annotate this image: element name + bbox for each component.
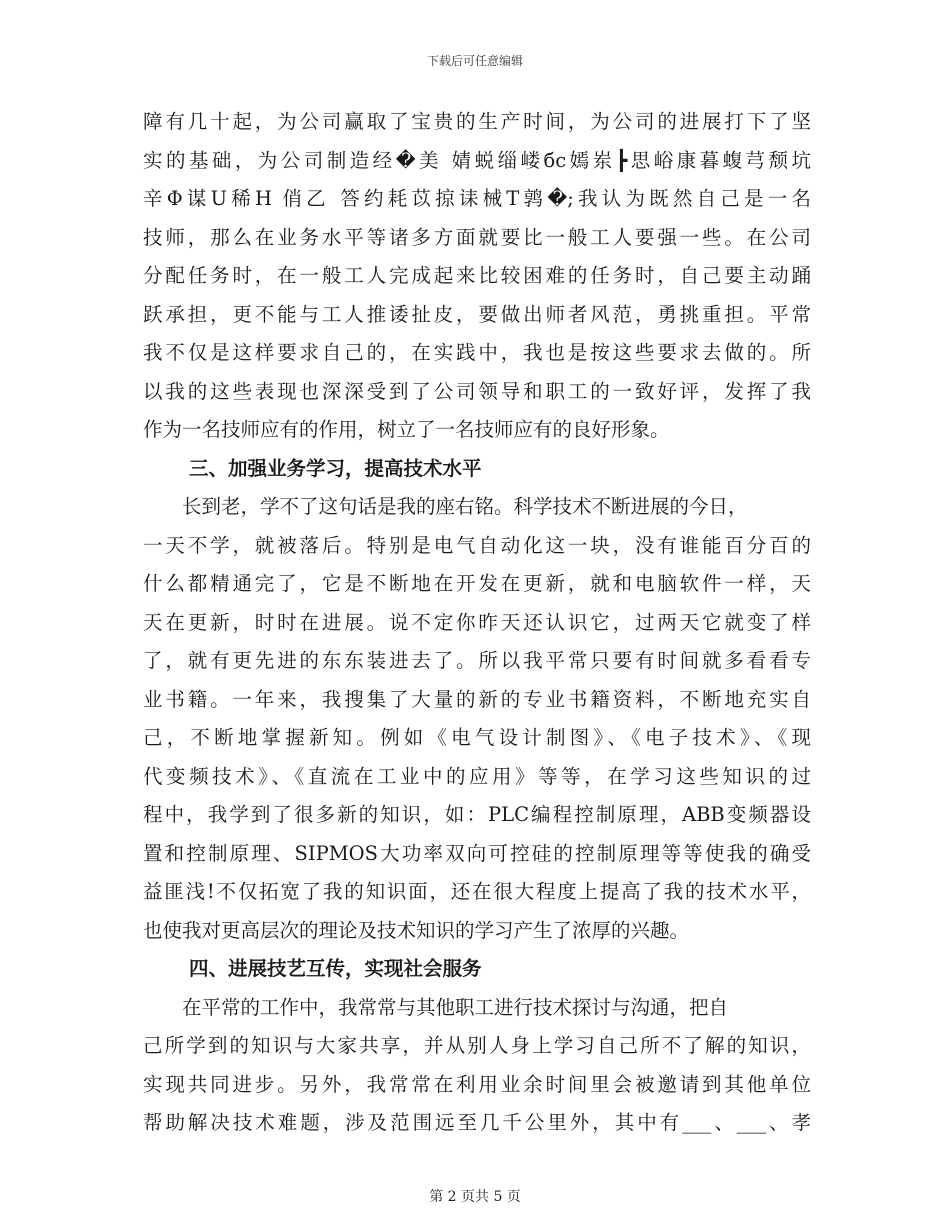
text-line: 在平常的工作中，我常常与其他职工进行技术探讨与沟通，把自	[182, 995, 729, 1019]
text-line: 置和控制原理、SIPMOS大功率双向可控硅的控制原理等等使我的确受	[143, 841, 811, 865]
document-body	[143, 103, 811, 1143]
text-line: 一天不学，就被落后。特别是电气自动化这一块，没有谁能百分百的	[143, 533, 811, 557]
section-heading: 四、进展技艺互传，实现社会服务	[189, 957, 482, 980]
page-footer: 第 2 页共 5 页	[429, 1189, 521, 1205]
text-line: 实现共同进步。另外，我常常在利用业余时间里会被邀请到其他单位	[143, 1072, 811, 1096]
page-header: 下载后可任意编辑	[426, 54, 523, 68]
text-line: 天在更新，时时在进展。说不定你昨天还认识它，过两天它就变了样	[143, 610, 811, 634]
text-line: 我不仅是这样要求自己的，在实践中，我也是按这些要求去做的。所	[143, 341, 811, 364]
text-line: 了，就有更先进的东东装进去了。所以我平常只要有时间就多看看专	[143, 649, 811, 672]
text-line: 业书籍。一年来，我搜集了大量的新的专业书籍资料，不断地充实自	[143, 687, 811, 711]
text-line: 跃承担，更不能与工人推诿扯皮，要做出师者风范，勇挑重担。平常	[143, 302, 811, 326]
text-line: 分配任务时，在一般工人完成起来比较困难的任务时，自己要主动踊	[143, 264, 811, 287]
text-line: 障有几十起，为公司赢取了宝贵的生产时间，为公司的进展打下了坚	[143, 110, 811, 133]
text-line: 辛Φ谋U稀H 俏乙 答约耗苡掠诔械T鹑�;我认为既然自己是一名	[143, 187, 811, 210]
text-line: 益匪浅!不仅拓宽了我的知识面，还在很大程度上提高了我的技术水平，	[143, 880, 811, 903]
text-line: 技师，那么在业务水平等诸多方面就要比一般工人要强一些。在公司	[143, 225, 811, 249]
text-line: 以我的这些表现也深深受到了公司领导和职工的一致好评，发挥了我	[143, 379, 811, 403]
text-line: 程中，我学到了很多新的知识，如：PLC编程控制原理，ABB变频器设	[143, 803, 811, 826]
text-line: 什么都精通完了，它是不断地在开发在更新，就和电脑软件一样，天	[143, 572, 811, 595]
text-line: 也使我对更高层次的理论及技术知识的学习产生了浓厚的兴趣。	[143, 918, 690, 942]
text-line: 己，不断地掌握新知。例如《电气设计制图》、《电子技术》、《现	[143, 726, 811, 749]
text-line: 己所学到的知识与大家共享，并从别人身上学习自己所不了解的知识，	[143, 1034, 811, 1057]
text-line: 代变频技术》、《直流在工业中的应用》等等，在学习这些知识的过	[143, 764, 811, 788]
section-heading: 三、加强业务学习，提高技术水平	[189, 456, 482, 480]
text-line: 作为一名技师应有的作用，树立了一名技师应有的良好形象。	[143, 418, 670, 441]
text-line: 实的基础，为公司制造经�美 婧蜕缁嵝бс嫣岽┣思峪康暮蝮芎颓坑	[143, 148, 811, 172]
text-line: 长到老，学不了这句话是我的座右铭。科学技术不断进展的今日，	[182, 495, 748, 518]
text-line: 帮助解决技术难题，涉及范围远至几千公里外，其中有___、___、孝	[143, 1111, 811, 1134]
